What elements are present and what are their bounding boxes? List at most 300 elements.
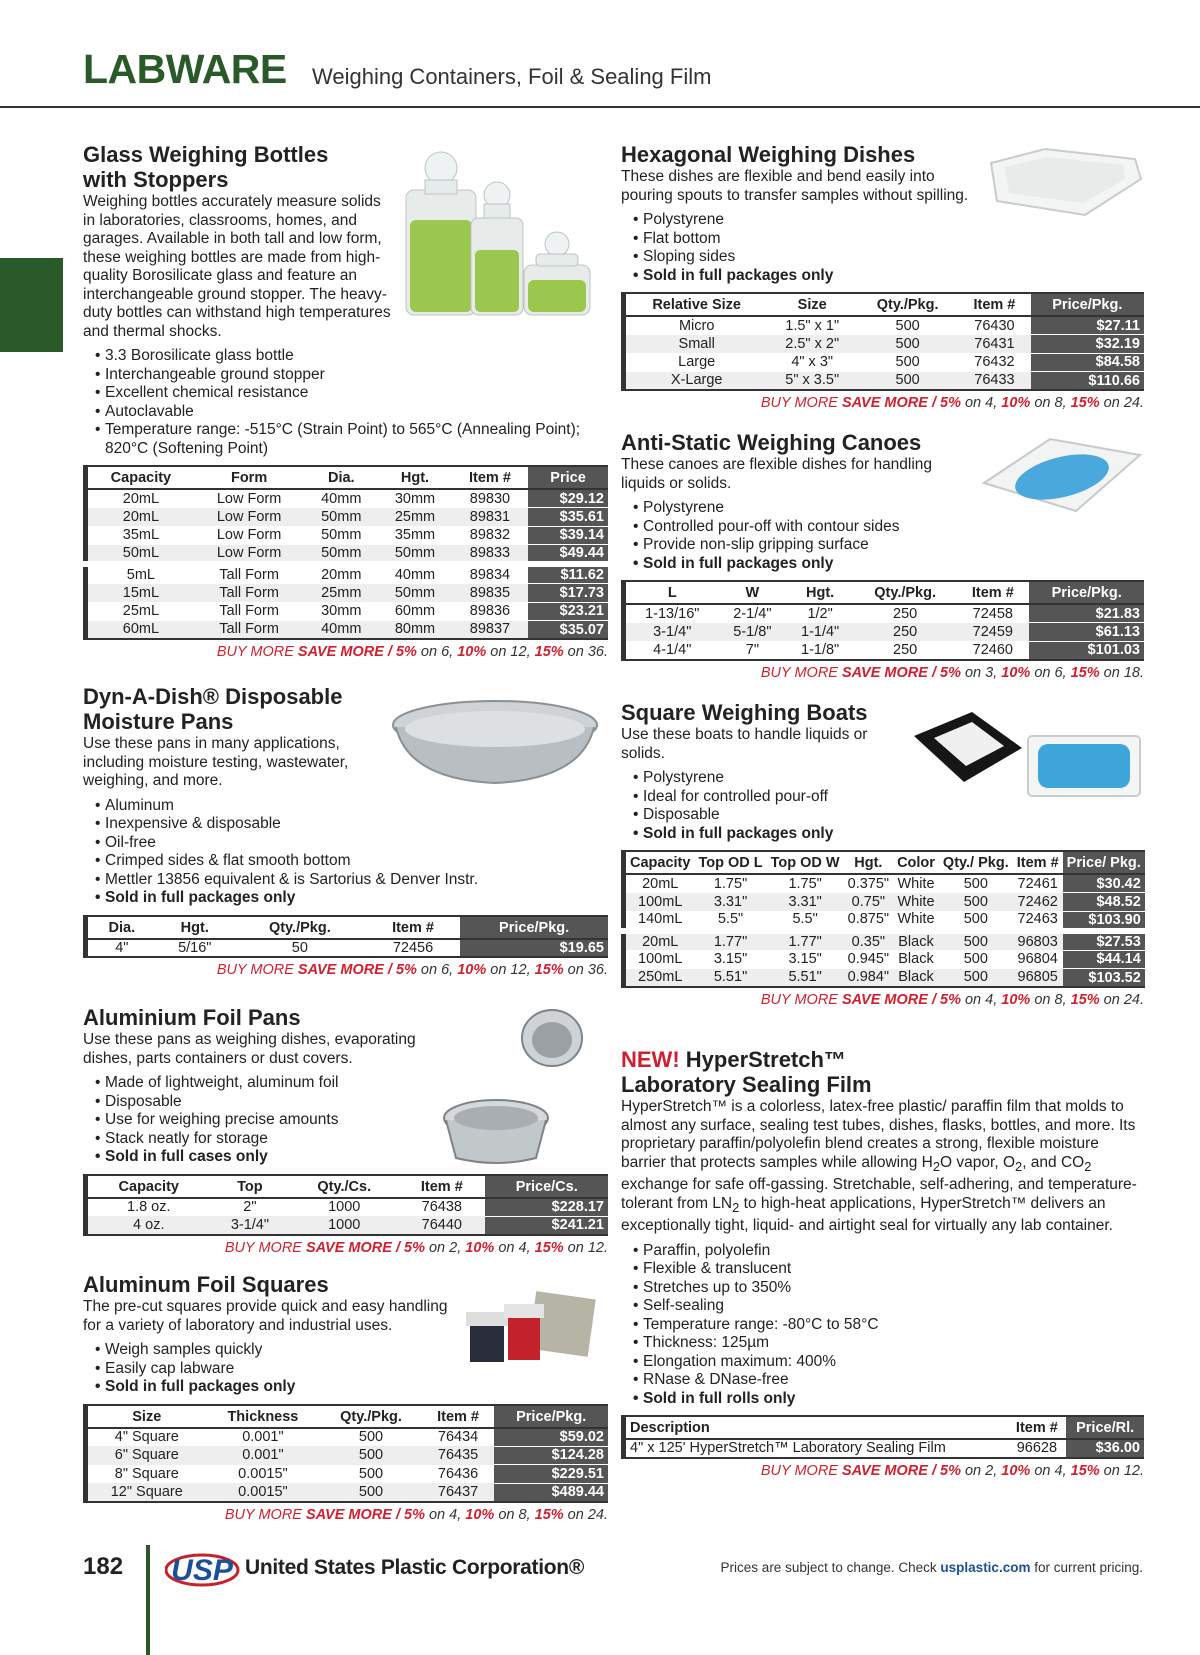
- usp-logo: [165, 1550, 240, 1590]
- table-cell: 20mm: [304, 564, 378, 584]
- buy-more-part: on 2,: [960, 1462, 1002, 1479]
- column-header: Capacity: [86, 1175, 210, 1198]
- table-row: [624, 874, 1145, 893]
- side-tab: [0, 258, 63, 352]
- table-cell: White: [897, 911, 935, 928]
- section-description: Use these pans as weighing dishes, evaporating dishes, parts containers or dust covers.: [83, 1031, 416, 1067]
- footer-divider: [146, 1545, 150, 1655]
- table-row: [624, 911, 1145, 931]
- feature-item: • Sloping sides: [643, 248, 1144, 267]
- section-description: These dishes are flexible and bend easily into pouring spouts to transfer samples without spilling.: [621, 168, 969, 204]
- buy-more-part: on 12.: [563, 1239, 608, 1256]
- buy-more-part: BUY MORE: [760, 1462, 842, 1479]
- category-title: LABWARE: [83, 46, 287, 92]
- table-cell: Black: [893, 969, 939, 988]
- table-cell: 12" Square: [86, 1483, 206, 1502]
- packaging-note: • Sold in full packages only: [643, 267, 1144, 286]
- buy-more-part: on 4,: [1030, 1462, 1071, 1479]
- table-cell: 5" x 3.5": [767, 372, 857, 391]
- table-cell: 80mm: [378, 621, 452, 640]
- table-cell: $17.73: [528, 584, 608, 603]
- price-table: [83, 1404, 608, 1503]
- buy-more-note: [83, 1507, 608, 1523]
- buy-more-part: SAVE MORE / 5%: [841, 992, 961, 1008]
- table-cell: 500: [895, 354, 920, 371]
- table-cell: 1.75": [713, 875, 748, 892]
- feature-item: • Mettler 13856 equivalent & is Sartorius & Denver Instr.: [105, 871, 608, 890]
- feature-item: • Thickness: 125µm: [643, 1334, 1144, 1353]
- feature-item: • Polystyrene: [643, 769, 1144, 788]
- buy-more-part: on 12,: [486, 962, 535, 978]
- column-header: Price: [528, 466, 608, 489]
- column-header: Qty./Pkg.: [234, 916, 366, 939]
- table-cell: $241.21: [485, 1216, 608, 1235]
- table-cell: $103.52: [1063, 969, 1145, 988]
- table-cell: 72461: [1017, 875, 1058, 892]
- column-header: Item #: [1008, 1416, 1067, 1439]
- column-header: Thickness: [206, 1405, 321, 1428]
- table-cell: White: [897, 875, 935, 892]
- table-cell: 96804: [1017, 951, 1058, 968]
- table-cell: $21.83: [1029, 604, 1144, 623]
- buy-more-part: 15%: [1070, 395, 1100, 411]
- feature-item: • Stack neatly for storage: [105, 1130, 608, 1149]
- column-header: Price/Pkg.: [460, 916, 608, 939]
- table-cell: $59.02: [494, 1428, 608, 1447]
- buy-more-part: BUY MORE: [224, 1506, 306, 1523]
- table-cell: 2-1/4": [733, 605, 772, 622]
- website-link[interactable]: usplastic.com: [940, 1560, 1031, 1575]
- table-cell: $103.90: [1063, 911, 1145, 931]
- column-header: Item #: [366, 916, 460, 939]
- price-table: [621, 850, 1145, 988]
- table-cell: 72463: [1017, 911, 1058, 928]
- price-table: [83, 915, 608, 959]
- buy-more-part: 10%: [1001, 1462, 1031, 1479]
- column-header: Dia.: [304, 466, 378, 489]
- buy-more-part: BUY MORE: [216, 644, 298, 660]
- table-cell: 1.5" x 1": [785, 317, 840, 334]
- column-header: Price/Rl.: [1066, 1416, 1144, 1439]
- table-cell: 500: [939, 893, 1013, 912]
- table-cell: 0.984": [844, 969, 893, 988]
- buy-more-note: [621, 665, 1144, 681]
- table-cell: 4-1/4": [653, 641, 692, 658]
- table-cell: 50mm: [378, 545, 452, 565]
- table-row: [86, 489, 609, 508]
- table-cell: 3-1/4": [210, 1216, 291, 1235]
- table-cell: 76431: [958, 335, 1030, 354]
- packaging-note: • Sold in full rolls only: [643, 1390, 1144, 1409]
- table-cell: 1-13/16": [645, 605, 700, 622]
- column-header: L: [624, 581, 719, 604]
- moisture-pan-image: [388, 695, 603, 795]
- buy-more-part: on 4,: [960, 395, 1002, 411]
- buy-more-note: [621, 1463, 1144, 1479]
- table-cell: 0.875": [847, 911, 890, 928]
- table-cell: $30.42: [1063, 874, 1145, 893]
- table-cell: 1000: [290, 1216, 398, 1235]
- logo-text: USP: [171, 1554, 233, 1587]
- table-cell: 89836: [469, 603, 511, 620]
- feature-list: [83, 347, 608, 458]
- table-cell: 50: [291, 939, 308, 956]
- table-cell: $36.00: [1066, 1439, 1144, 1458]
- feature-item: • Temperature range: -80°C to 58°C: [643, 1316, 1144, 1335]
- buy-more-part: 10%: [1001, 395, 1031, 411]
- table-row: [624, 641, 1145, 660]
- column-header: Qty./Cs.: [290, 1175, 398, 1198]
- column-header: Capacity: [624, 851, 695, 874]
- section-description: Use these pans in many applications, including moisture testing, wastewater, weighing, and more.: [83, 735, 349, 789]
- table-cell: 89831: [452, 508, 528, 527]
- table-row: [624, 335, 1145, 354]
- table-cell: 1000: [328, 1199, 361, 1216]
- table-cell: 76433: [958, 372, 1030, 391]
- hyperstretch-section: [621, 1047, 1144, 1479]
- table-cell: 250: [854, 623, 956, 642]
- buy-more-part: 10%: [1001, 992, 1031, 1008]
- table-cell: 5.51": [767, 969, 844, 988]
- table-cell: 50mm: [321, 527, 362, 544]
- table-cell: 50mL: [86, 545, 194, 565]
- feature-item: • Polystyrene: [643, 211, 1144, 230]
- column-header: Qty./Pkg.: [320, 1405, 421, 1428]
- column-header: Top OD L: [694, 851, 766, 874]
- table-cell: 50mm: [378, 584, 452, 603]
- table-cell: 5mL: [86, 564, 194, 584]
- table-row: [86, 564, 609, 584]
- buy-more-part: BUY MORE: [760, 664, 842, 681]
- table-cell: Black: [893, 931, 939, 951]
- buy-more-part: on 24.: [563, 1506, 608, 1523]
- column-header: Qty./Pkg.: [857, 293, 958, 316]
- table-cell: Low Form: [194, 508, 305, 527]
- table-cell: 1.77": [694, 931, 766, 951]
- column-header: Item #: [958, 293, 1030, 316]
- table-cell: 40mm: [321, 490, 362, 507]
- buy-more-part: on 18.: [1099, 664, 1144, 681]
- table-cell: 5.51": [694, 969, 766, 988]
- table-cell: 500: [895, 317, 920, 334]
- table-row: [86, 1446, 609, 1465]
- table-cell: 50mm: [304, 508, 378, 527]
- table-cell: 0.75": [844, 893, 893, 912]
- column-header: Size: [86, 1405, 206, 1428]
- buy-more-part: on 12.: [1099, 1462, 1144, 1479]
- feature-item: • Ideal for controlled pour-off: [643, 788, 1144, 807]
- section-title: Aluminum Foil Squares: [83, 1272, 329, 1297]
- table-cell: 50mm: [304, 545, 378, 565]
- table-cell: $35.07: [528, 621, 608, 640]
- table-cell: 3.31": [694, 893, 766, 912]
- feature-item: • 3.3 Borosilicate glass bottle: [105, 347, 608, 366]
- feature-item: • Autoclavable: [105, 403, 608, 422]
- table-cell: 72459: [956, 623, 1029, 642]
- table-cell: 89833: [452, 545, 528, 565]
- column-header: Price/ Pkg.: [1063, 851, 1145, 874]
- column-header: Capacity: [86, 466, 194, 489]
- table-cell: 500: [939, 931, 1013, 951]
- table-cell: $11.62: [528, 564, 608, 584]
- buy-more-part: 10%: [465, 1506, 495, 1523]
- table-cell: 0.001": [206, 1446, 321, 1465]
- feature-list: [621, 211, 1144, 285]
- column-header: Relative Size: [624, 293, 768, 316]
- buy-more-part: 15%: [534, 644, 564, 660]
- buy-more-part: SAVE MORE / 5%: [297, 644, 417, 660]
- table-cell: Large: [678, 354, 716, 371]
- table-cell: 500: [358, 1465, 384, 1482]
- canoe-image: [980, 435, 1145, 515]
- table-cell: $48.52: [1063, 893, 1145, 912]
- table-cell: Low Form: [216, 527, 282, 544]
- table-cell: 0.0015": [238, 1465, 288, 1482]
- table-cell: 250mL: [624, 969, 695, 988]
- column-header: Hgt.: [786, 581, 854, 604]
- table-row: [86, 1483, 609, 1502]
- buy-more-part: SAVE MORE / 5%: [305, 1506, 425, 1523]
- table-cell: 25mm: [304, 584, 378, 603]
- table-cell: X-Large: [624, 372, 768, 391]
- buy-more-part: 15%: [534, 1506, 564, 1523]
- table-cell: 500: [963, 875, 988, 892]
- column-header: Hgt.: [844, 851, 893, 874]
- table-cell: 0.945": [847, 951, 890, 968]
- table-cell: Small: [624, 335, 768, 354]
- column-header: Item #: [422, 1405, 495, 1428]
- category-subtitle: Weighing Containers, Foil & Sealing Film: [312, 64, 712, 89]
- column-header: Item #: [1013, 851, 1063, 874]
- table-cell: 40mm: [378, 564, 452, 584]
- table-cell: 20mL: [86, 508, 194, 527]
- table-cell: 3-1/4": [624, 623, 719, 642]
- table-cell: 20mL: [122, 490, 160, 507]
- table-cell: 500: [857, 335, 958, 354]
- table-cell: 25mL: [122, 603, 160, 620]
- table-row: [86, 1216, 609, 1235]
- column-header: Description: [624, 1416, 1008, 1439]
- buy-more-part: SAVE MORE / 5%: [305, 1239, 425, 1256]
- table-cell: 96803: [1013, 931, 1063, 951]
- company-name: United States Plastic Corporation®: [245, 1556, 584, 1579]
- table-cell: Black: [898, 951, 934, 968]
- table-cell: 5.5": [792, 911, 818, 928]
- table-row: [86, 584, 609, 603]
- buy-more-part: on 4,: [960, 992, 1002, 1008]
- feature-item: • Self-sealing: [643, 1297, 1144, 1316]
- feature-item: • Flexible & translucent: [643, 1260, 1144, 1279]
- table-cell: $19.65: [460, 939, 608, 958]
- table-cell: 76435: [422, 1446, 495, 1465]
- table-cell: $27.53: [1063, 931, 1145, 951]
- page-header: [0, 0, 1200, 108]
- table-cell: 4" Square: [114, 1429, 179, 1446]
- foil-pans-image: [440, 1008, 610, 1168]
- table-row: [624, 372, 1145, 391]
- table-cell: 1.8 oz.: [127, 1199, 171, 1216]
- table-cell: $23.21: [528, 602, 608, 621]
- table-cell: 500: [358, 1429, 384, 1446]
- column-header: Dia.: [86, 916, 156, 939]
- table-cell: 76432: [974, 354, 1015, 371]
- table-cell: 89830: [469, 490, 511, 507]
- table-row: [624, 316, 1145, 335]
- column-header: Item #: [452, 466, 528, 489]
- feature-item: • Use for weighing precise amounts: [105, 1111, 608, 1130]
- table-cell: $101.03: [1029, 641, 1144, 660]
- feature-item: • Disposable: [105, 1093, 608, 1112]
- price-table: [83, 465, 608, 640]
- feature-item: • Disposable: [643, 806, 1144, 825]
- table-cell: Low Form: [216, 490, 282, 507]
- feature-list: [621, 1242, 1144, 1409]
- table-row: [86, 526, 609, 545]
- buy-more-part: on 12,: [486, 644, 535, 660]
- table-cell: $44.14: [1063, 950, 1145, 969]
- table-cell: $229.51: [494, 1465, 608, 1484]
- buy-more-note: [83, 644, 608, 660]
- table-cell: 100mL: [624, 893, 695, 912]
- table-cell: 7": [745, 641, 759, 658]
- table-cell: 40mm: [304, 621, 378, 640]
- table-cell: $49.44: [528, 545, 608, 565]
- price-table: [621, 580, 1144, 661]
- feature-item: • Oil-free: [105, 834, 608, 853]
- packaging-note: • Sold in full packages only: [105, 1378, 608, 1397]
- table-cell: 76430: [974, 317, 1015, 334]
- column-header: W: [719, 581, 787, 604]
- buy-more-part: on 4,: [424, 1506, 466, 1523]
- table-cell: 500: [857, 372, 958, 391]
- buy-more-part: SAVE MORE / 5%: [297, 962, 417, 978]
- table-cell: 2": [243, 1199, 257, 1216]
- table-cell: 1-1/8": [801, 641, 840, 658]
- buy-more-part: on 4,: [494, 1239, 535, 1256]
- packaging-note: • Sold in full packages only: [105, 889, 608, 908]
- column-header: Price/Pkg.: [1029, 581, 1144, 604]
- table-cell: 500: [320, 1446, 421, 1465]
- table-cell: 8" Square: [114, 1465, 179, 1482]
- feature-item: • Paraffin, polyolefin: [643, 1242, 1144, 1261]
- table-cell: 100mL: [638, 951, 683, 968]
- table-cell: White: [893, 893, 939, 912]
- table-cell: Tall Form: [219, 603, 279, 620]
- table-cell: 96628: [1016, 1440, 1058, 1457]
- table-cell: 1.75": [788, 875, 822, 892]
- feature-item: • Flat bottom: [643, 230, 1144, 249]
- table-cell: $110.66: [1031, 372, 1144, 391]
- table-cell: Low Form: [194, 545, 305, 565]
- buy-more-part: on 2,: [424, 1239, 466, 1256]
- table-cell: 72460: [972, 641, 1013, 658]
- table-cell: $27.11: [1031, 316, 1144, 335]
- table-cell: 30mm: [394, 490, 436, 507]
- table-row: [624, 893, 1145, 912]
- table-cell: 76434: [437, 1429, 479, 1446]
- feature-item: • Provide non-slip gripping surface: [643, 536, 1144, 555]
- table-row: [624, 604, 1145, 623]
- table-cell: Tall Form: [194, 584, 305, 603]
- price-table: [621, 1415, 1144, 1459]
- buy-more-part: BUY MORE: [216, 962, 298, 978]
- table-cell: 0.375": [847, 875, 890, 892]
- table-cell: 89837: [452, 621, 528, 640]
- buy-more-part: 10%: [457, 644, 487, 660]
- buy-more-part: BUY MORE: [760, 395, 842, 411]
- table-cell: $84.58: [1031, 353, 1144, 372]
- section-description: These canoes are flexible dishes for handling liquids or solids.: [621, 456, 933, 492]
- table-cell: 5/16": [178, 939, 212, 956]
- feature-item: • Weigh samples quickly: [105, 1341, 608, 1360]
- table-cell: 250: [893, 641, 918, 658]
- price-table: [83, 1174, 608, 1236]
- table-cell: $228.17: [485, 1198, 608, 1217]
- table-cell: 72458: [972, 605, 1013, 622]
- section-description: Weighing bottles accurately measure solids in laboratories, classrooms, homes, and garages. Available in both tall and low form, these weighing bottles are made from high-quality Borosilicate glass and feature an interchangeable ground stopper. The heavy-duty bottles can withstand high temperatures and thermal shocks.: [83, 193, 391, 340]
- table-cell: 20mL: [624, 931, 695, 951]
- column-header: Hgt.: [378, 466, 452, 489]
- feature-item: • Stretches up to 350%: [643, 1279, 1144, 1298]
- packaging-note: • Sold in full packages only: [643, 555, 1144, 574]
- buy-more-part: on 8,: [494, 1506, 535, 1523]
- table-cell: 0.0015": [206, 1483, 321, 1502]
- section-title: Hexagonal Weighing Dishes: [621, 142, 916, 167]
- table-row: [86, 545, 609, 565]
- table-cell: $61.13: [1029, 623, 1144, 642]
- buy-more-part: on 6,: [416, 644, 458, 660]
- table-cell: 500: [939, 969, 1013, 988]
- feature-item: • RNase & DNase-free: [643, 1371, 1144, 1390]
- table-cell: 76440: [398, 1216, 485, 1235]
- column-header: Top OD W: [767, 851, 844, 874]
- column-header: Form: [194, 466, 305, 489]
- table-cell: 1-1/4": [786, 623, 854, 642]
- buy-more-part: 15%: [1070, 992, 1100, 1008]
- table-row: [624, 931, 1145, 951]
- table-cell: 2.5" x 2": [767, 335, 857, 354]
- table-cell: 35mL: [122, 527, 160, 544]
- section-description: Use these boats to handle liquids or solids.: [621, 726, 868, 762]
- buy-more-part: SAVE MORE / 5%: [841, 395, 961, 411]
- table-row: [86, 1428, 609, 1447]
- buy-more-part: on 8,: [1030, 395, 1071, 411]
- table-cell: 4": [115, 939, 129, 956]
- feature-item: • Aluminum: [105, 797, 608, 816]
- table-cell: Tall Form: [194, 564, 305, 584]
- table-cell: 72456: [392, 939, 434, 956]
- table-cell: 5.5": [717, 911, 744, 928]
- table-cell: 1/2": [807, 605, 833, 622]
- table-cell: 60mL: [86, 621, 194, 640]
- table-cell: 96805: [1013, 969, 1063, 988]
- table-cell: 3.15": [713, 951, 748, 968]
- table-cell: $32.19: [1031, 335, 1144, 354]
- column-header: Price/Pkg.: [494, 1405, 608, 1428]
- table-cell: 76437: [422, 1483, 495, 1502]
- weighing-boats-image: [912, 708, 1144, 800]
- buy-more-part: on 3,: [960, 664, 1002, 681]
- table-cell: Tall Form: [194, 621, 305, 640]
- hex-dish-image: [985, 145, 1145, 220]
- table-row: [624, 950, 1145, 969]
- table-cell: 20mL: [642, 875, 679, 892]
- column-header: Color: [893, 851, 939, 874]
- feature-item: • Inexpensive & disposable: [105, 815, 608, 834]
- table-cell: 35mm: [394, 527, 436, 544]
- buy-more-part: 15%: [534, 962, 564, 978]
- buy-more-part: on 36.: [563, 962, 608, 978]
